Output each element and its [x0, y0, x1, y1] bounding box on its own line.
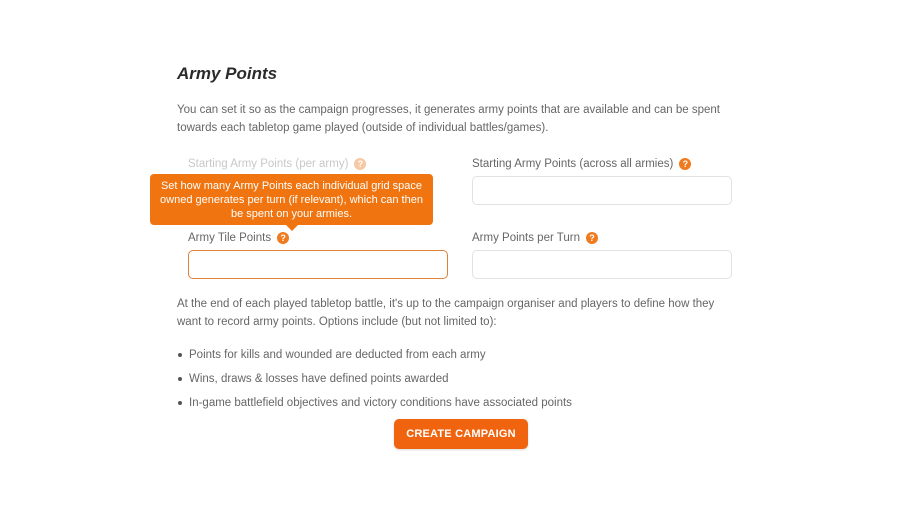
recording-options-list [178, 343, 572, 415]
field-tile-points [188, 230, 448, 279]
tile-points-input[interactable] [188, 250, 448, 279]
section-intro: You can set it so as the campaign progresses, it generates army points that are available and can be spent towards each tabletop game played (outside of individual battles/games). [177, 104, 720, 134]
points-per-turn-input[interactable] [472, 250, 732, 279]
bullet-icon [178, 401, 182, 405]
help-tooltip: Set how many Army Points each individual grid space owned generates per turn (if relevant), which can then be spent on your armies. [150, 174, 433, 225]
points-per-turn-label: Army Points per Turn [472, 232, 581, 244]
bullet-icon [178, 353, 182, 357]
create-campaign-button[interactable]: CREATE CAMPAIGN [394, 419, 528, 449]
help-icon[interactable]: ? [354, 158, 366, 170]
help-icon[interactable]: ? [277, 232, 289, 244]
list-item: Wins, draws & losses have defined points awarded [178, 367, 572, 391]
starting-across-label: Starting Army Points (across all armies) [472, 158, 674, 170]
starting-per-army-label: Starting Army Points (per army) [188, 158, 349, 170]
field-starting-across [472, 156, 732, 205]
list-item: In-game battlefield objectives and victory conditions have associated points [178, 391, 572, 415]
list-item: Points for kills and wounded are deducted from each army [178, 343, 572, 367]
bullet-icon [178, 377, 182, 381]
field-points-per-turn [472, 230, 732, 279]
field-starting-per-army [188, 156, 366, 172]
help-icon[interactable]: ? [586, 232, 598, 244]
tile-points-label: Army Tile Points [188, 232, 272, 244]
starting-across-input[interactable] [472, 176, 732, 205]
help-icon[interactable]: ? [679, 158, 691, 170]
section-title: Army Points [177, 64, 278, 83]
recording-text: At the end of each played tabletop battle, it's up to the campaign organiser and players to define how they want to record army points. Options include (but not limited to): [177, 298, 715, 328]
